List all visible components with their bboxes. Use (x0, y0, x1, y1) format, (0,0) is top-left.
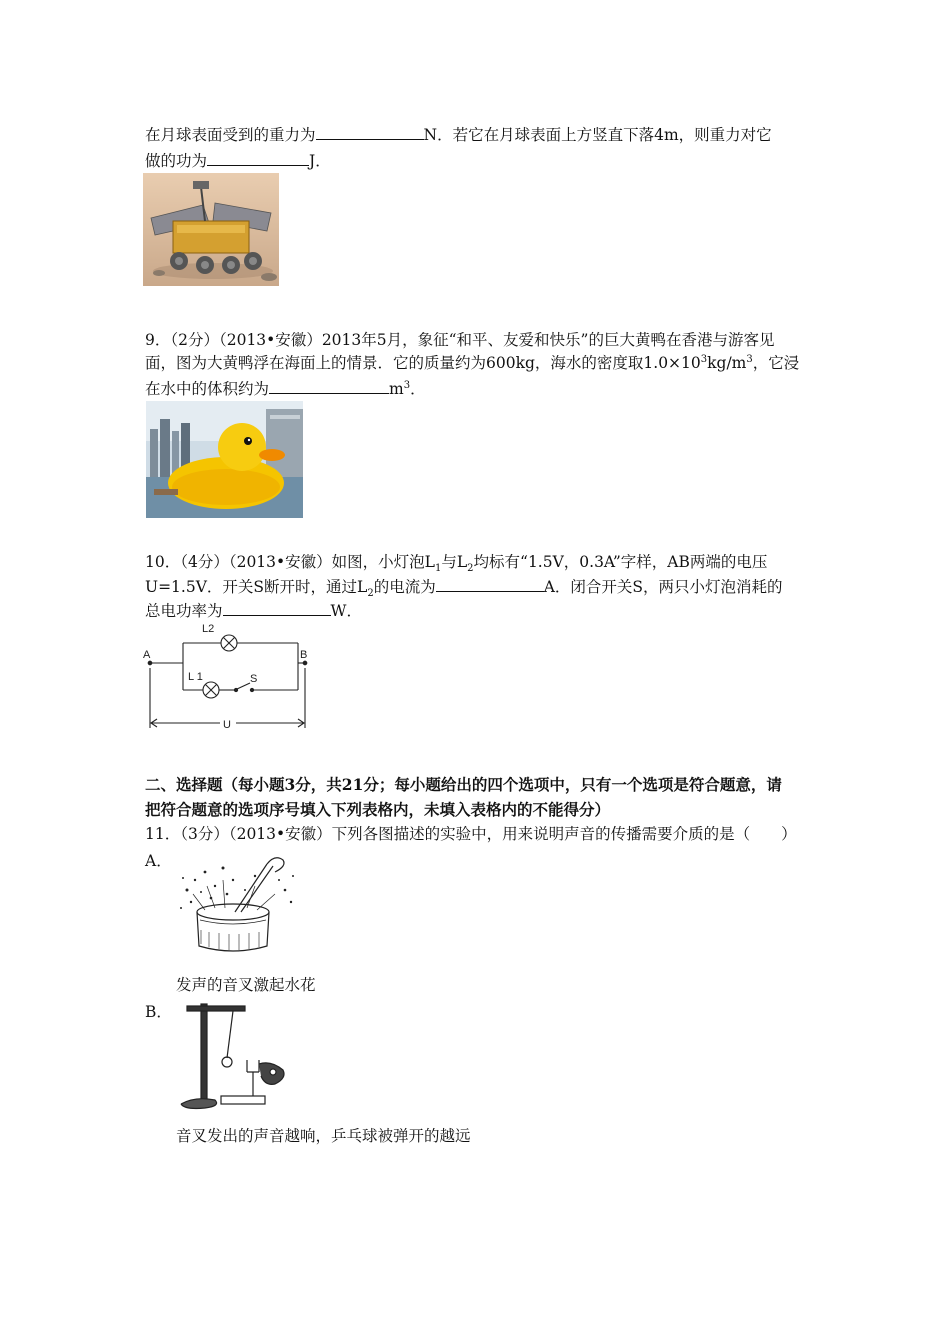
q9-text: 9．（2分）（2013•安徽）2013年5月，象征“和平、友爱和快乐”的巨大黄鸭在香港与游客见 (145, 331, 775, 349)
q8-text: 在月球表面受到的重力为 (145, 126, 316, 144)
q9-text: 面，图为大黄鸭浮在海面上的情景．它的质量约为600kg，海水的密度取1.0×10 (145, 354, 701, 372)
q10-text: A．闭合开关S，两只小灯泡消耗的 (543, 578, 783, 596)
q8-text: N．若它在月球表面上方竖直下落4m，则重力对它 (423, 126, 772, 144)
q11-option-b-label (145, 1002, 172, 1022)
section-heading: 二、选择题（每小题3分，共21分；每小题给出的四个选项中，只有一个选项是符合题意，请 (145, 775, 782, 794)
answer-blank[interactable] (207, 151, 309, 166)
subscript: 2 (367, 588, 374, 600)
q8-text: J． (309, 152, 331, 170)
q9-line-1 (145, 330, 774, 350)
q9-text: ，它浸 (752, 354, 800, 372)
q11-text: 11．（3分）（2013•安徽）下列各图描述的实验中，用来说明声音的传播需要介质的是（ ） (145, 825, 797, 843)
q10-text: 的电流为 (373, 578, 436, 596)
answer-blank[interactable] (269, 379, 389, 394)
switch-s (237, 683, 250, 689)
rubber-duck-image (146, 401, 303, 518)
q10-text: U=1.5V．开关S断开时，通过L (145, 578, 368, 596)
voltage-u-label: U (223, 719, 231, 731)
answer-blank[interactable] (436, 577, 544, 592)
q11-option-a-label (145, 851, 172, 871)
superscript: 3 (746, 353, 753, 365)
q10-line-1 (145, 552, 768, 575)
q10-text: 总电功率为 (145, 602, 223, 620)
answer-blank[interactable] (223, 601, 331, 616)
superscript: 3 (403, 379, 411, 391)
q10-line-2 (145, 577, 783, 600)
q9-text: ． (410, 380, 426, 398)
section-heading: 把符合题意的选项序号填入下列表格内，未填入表格内的不能得分） (145, 800, 611, 819)
answer-blank[interactable] (316, 125, 424, 140)
subscript: 1 (434, 563, 442, 575)
terminal-a-label: A (143, 649, 151, 661)
q9-text: kg/m (707, 354, 747, 372)
option-label: A． (145, 852, 172, 870)
option-label: B． (145, 1003, 172, 1021)
q11-stem (145, 824, 797, 844)
q10-text: W． (330, 602, 362, 620)
superscript: 3 (700, 353, 708, 365)
q8-line-2 (145, 151, 331, 171)
option-caption: 发声的音叉激起水花 (176, 976, 316, 994)
lunar-rover-image (143, 173, 279, 286)
q9-line-2 (145, 353, 799, 373)
lamp-l1-label: L 1 (188, 671, 203, 683)
q11-option-b-caption (176, 1126, 471, 1146)
circuit-diagram (140, 618, 315, 734)
q9-line-3 (145, 379, 426, 399)
q11-option-a-caption (176, 975, 316, 995)
terminal-b-label: B (300, 649, 308, 661)
q8-text: 做的功为 (145, 152, 208, 170)
section-heading-line-1 (145, 775, 782, 795)
q10-text: 均标有“1.5V，0.3A”字样，AB两端的电压 (473, 553, 768, 571)
section-heading-line-2 (145, 800, 610, 820)
q10-text: 与L (441, 553, 468, 571)
q10-text: 10．（4分）（2013•安徽）如图，小灯泡L (145, 553, 435, 571)
q9-text: 在水中的体积约为 (145, 380, 270, 398)
lamp-l2-label: L2 (202, 623, 215, 635)
q8-line-1 (145, 125, 772, 145)
option-caption: 音叉发出的声音越响，乒乓球被弹开的越远 (176, 1127, 471, 1145)
tuning-fork-water-image (175, 850, 300, 958)
q9-text: m (389, 380, 404, 398)
tuning-fork-pingpong-image (175, 1000, 295, 1112)
switch-s-label: S (250, 673, 258, 685)
subscript: 2 (467, 563, 474, 575)
